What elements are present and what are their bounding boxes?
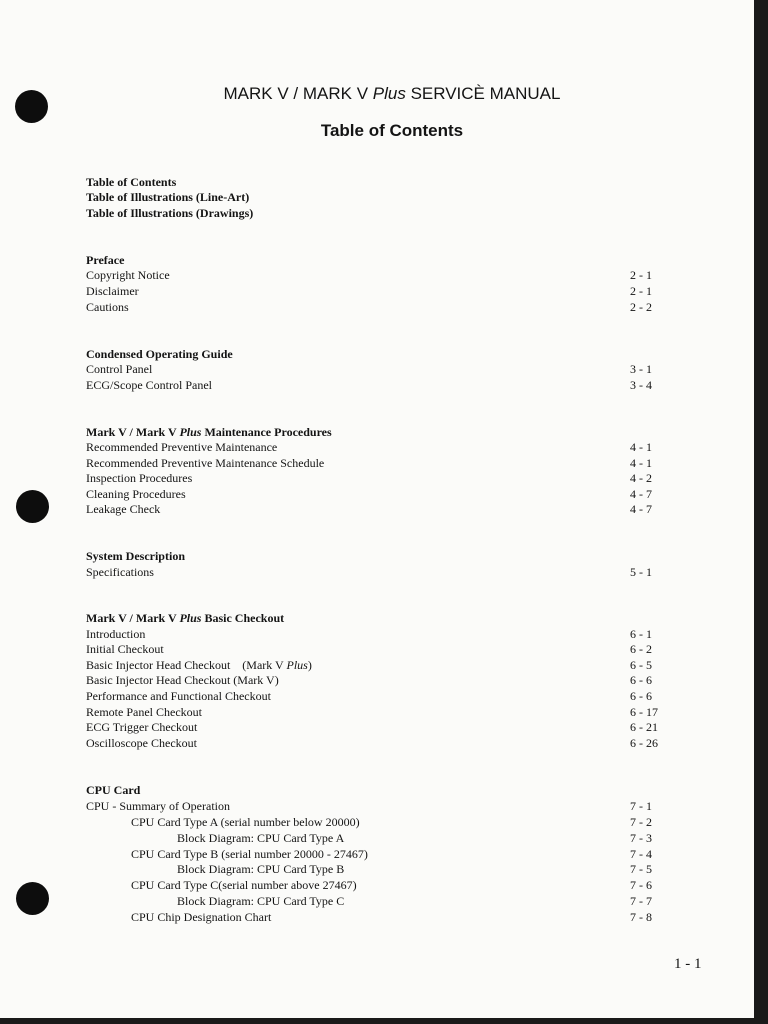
toc-page-ref: 6 - 6 <box>630 689 652 703</box>
toc-entry[interactable]: Block Diagram: CPU Card Type B <box>177 862 345 876</box>
toc-entry[interactable]: Cautions <box>86 300 129 314</box>
section-heading-maintenance: Mark V / Mark V Plus Maintenance Procedures <box>86 425 332 439</box>
toc-entry[interactable]: Oscilloscope Checkout <box>86 736 197 750</box>
toc-entry[interactable]: Introduction <box>86 627 146 641</box>
toc-page-ref: 7 - 4 <box>630 847 652 861</box>
toc-entry[interactable]: Control Panel <box>86 362 153 376</box>
toc-entry[interactable]: ECG/Scope Control Panel <box>86 378 212 392</box>
toc-page-ref: 4 - 7 <box>630 502 652 516</box>
page-number: 1 - 1 <box>674 956 702 972</box>
front-matter-item[interactable]: Table of Contents <box>86 175 177 189</box>
section-heading-preface: Preface <box>86 253 125 267</box>
toc-entry[interactable]: Basic Injector Head Checkout (Mark V) <box>86 673 279 687</box>
section-heading-condensed: Condensed Operating Guide <box>86 347 233 361</box>
toc-heading: Table of Contents <box>320 121 464 140</box>
toc-page-ref: 7 - 6 <box>630 878 652 892</box>
toc-entry[interactable]: Inspection Procedures <box>86 471 193 485</box>
punch-hole-bottom <box>16 882 49 915</box>
toc-entry[interactable]: ECG Trigger Checkout <box>86 720 198 734</box>
document-title: MARK V / MARK V Plus SERVICÈ MANUAL <box>223 84 561 103</box>
toc-page-ref: 6 - 17 <box>630 705 658 719</box>
toc-page-ref: 3 - 4 <box>630 378 652 392</box>
toc-entry[interactable]: Cleaning Procedures <box>86 487 186 501</box>
toc-entry[interactable]: Initial Checkout <box>86 642 164 656</box>
toc-page-ref: 6 - 6 <box>630 673 652 687</box>
toc-page-ref: 7 - 8 <box>630 910 652 924</box>
section-heading-checkout: Mark V / Mark V Plus Basic Checkout <box>86 611 285 625</box>
toc-page-ref: 2 - 1 <box>630 268 652 282</box>
toc-entry[interactable]: CPU Card Type A (serial number below 20000) <box>131 815 360 829</box>
toc-entry[interactable]: CPU Card Type C(serial number above 27467) <box>131 878 357 892</box>
toc-page-ref: 6 - 21 <box>630 720 658 734</box>
toc-entry[interactable]: Disclaimer <box>86 284 139 298</box>
toc-page-ref: 2 - 1 <box>630 284 652 298</box>
toc-page-ref: 5 - 1 <box>630 565 652 579</box>
toc-entry[interactable]: Block Diagram: CPU Card Type A <box>177 831 345 845</box>
toc-page-ref: 4 - 7 <box>630 487 652 501</box>
toc-page-ref: 6 - 1 <box>630 627 652 641</box>
toc-entry[interactable]: CPU - Summary of Operation <box>86 799 230 813</box>
toc-entry[interactable]: CPU Card Type B (serial number 20000 - 27467) <box>131 847 368 861</box>
toc-page-ref: 7 - 2 <box>630 815 652 829</box>
punch-hole-middle <box>16 490 49 523</box>
toc-entry[interactable]: Remote Panel Checkout <box>86 705 202 719</box>
toc-entry[interactable]: Copyright Notice <box>86 268 170 282</box>
toc-page-ref: 6 - 26 <box>630 736 658 750</box>
toc-page-ref: 4 - 2 <box>630 471 652 485</box>
toc-entry[interactable]: Performance and Functional Checkout <box>86 689 271 703</box>
toc-entry[interactable]: Basic Injector Head Checkout (Mark V Plus) <box>86 658 312 672</box>
toc-entry[interactable]: CPU Chip Designation Chart <box>131 910 272 924</box>
scan-edge-bottom <box>0 1018 768 1024</box>
front-matter-item[interactable]: Table of Illustrations (Line-Art) <box>86 190 250 204</box>
toc-entry[interactable]: Recommended Preventive Maintenance Schedule <box>86 456 325 470</box>
toc-page-ref: 7 - 3 <box>630 831 652 845</box>
toc-page-ref: 7 - 1 <box>630 799 652 813</box>
toc-page-ref: 3 - 1 <box>630 362 652 376</box>
toc-page-ref: 4 - 1 <box>630 456 652 470</box>
toc-page-ref: 6 - 5 <box>630 658 652 672</box>
toc-entry[interactable]: Block Diagram: CPU Card Type C <box>177 894 345 908</box>
toc-page-ref: 6 - 2 <box>630 642 652 656</box>
toc-entry[interactable]: Specifications <box>86 565 154 579</box>
scan-edge-right <box>754 0 768 1024</box>
toc-page-ref: 7 - 7 <box>630 894 652 908</box>
toc-page-ref: 7 - 5 <box>630 862 652 876</box>
section-heading-system: System Description <box>86 549 185 563</box>
toc-page-ref: 2 - 2 <box>630 300 652 314</box>
section-heading-cpu: CPU Card <box>86 783 141 797</box>
front-matter-item[interactable]: Table of Illustrations (Drawings) <box>86 206 254 220</box>
toc-page-ref: 4 - 1 <box>630 440 652 454</box>
toc-entry[interactable]: Leakage Check <box>86 502 161 516</box>
toc-entry[interactable]: Recommended Preventive Maintenance <box>86 440 278 454</box>
